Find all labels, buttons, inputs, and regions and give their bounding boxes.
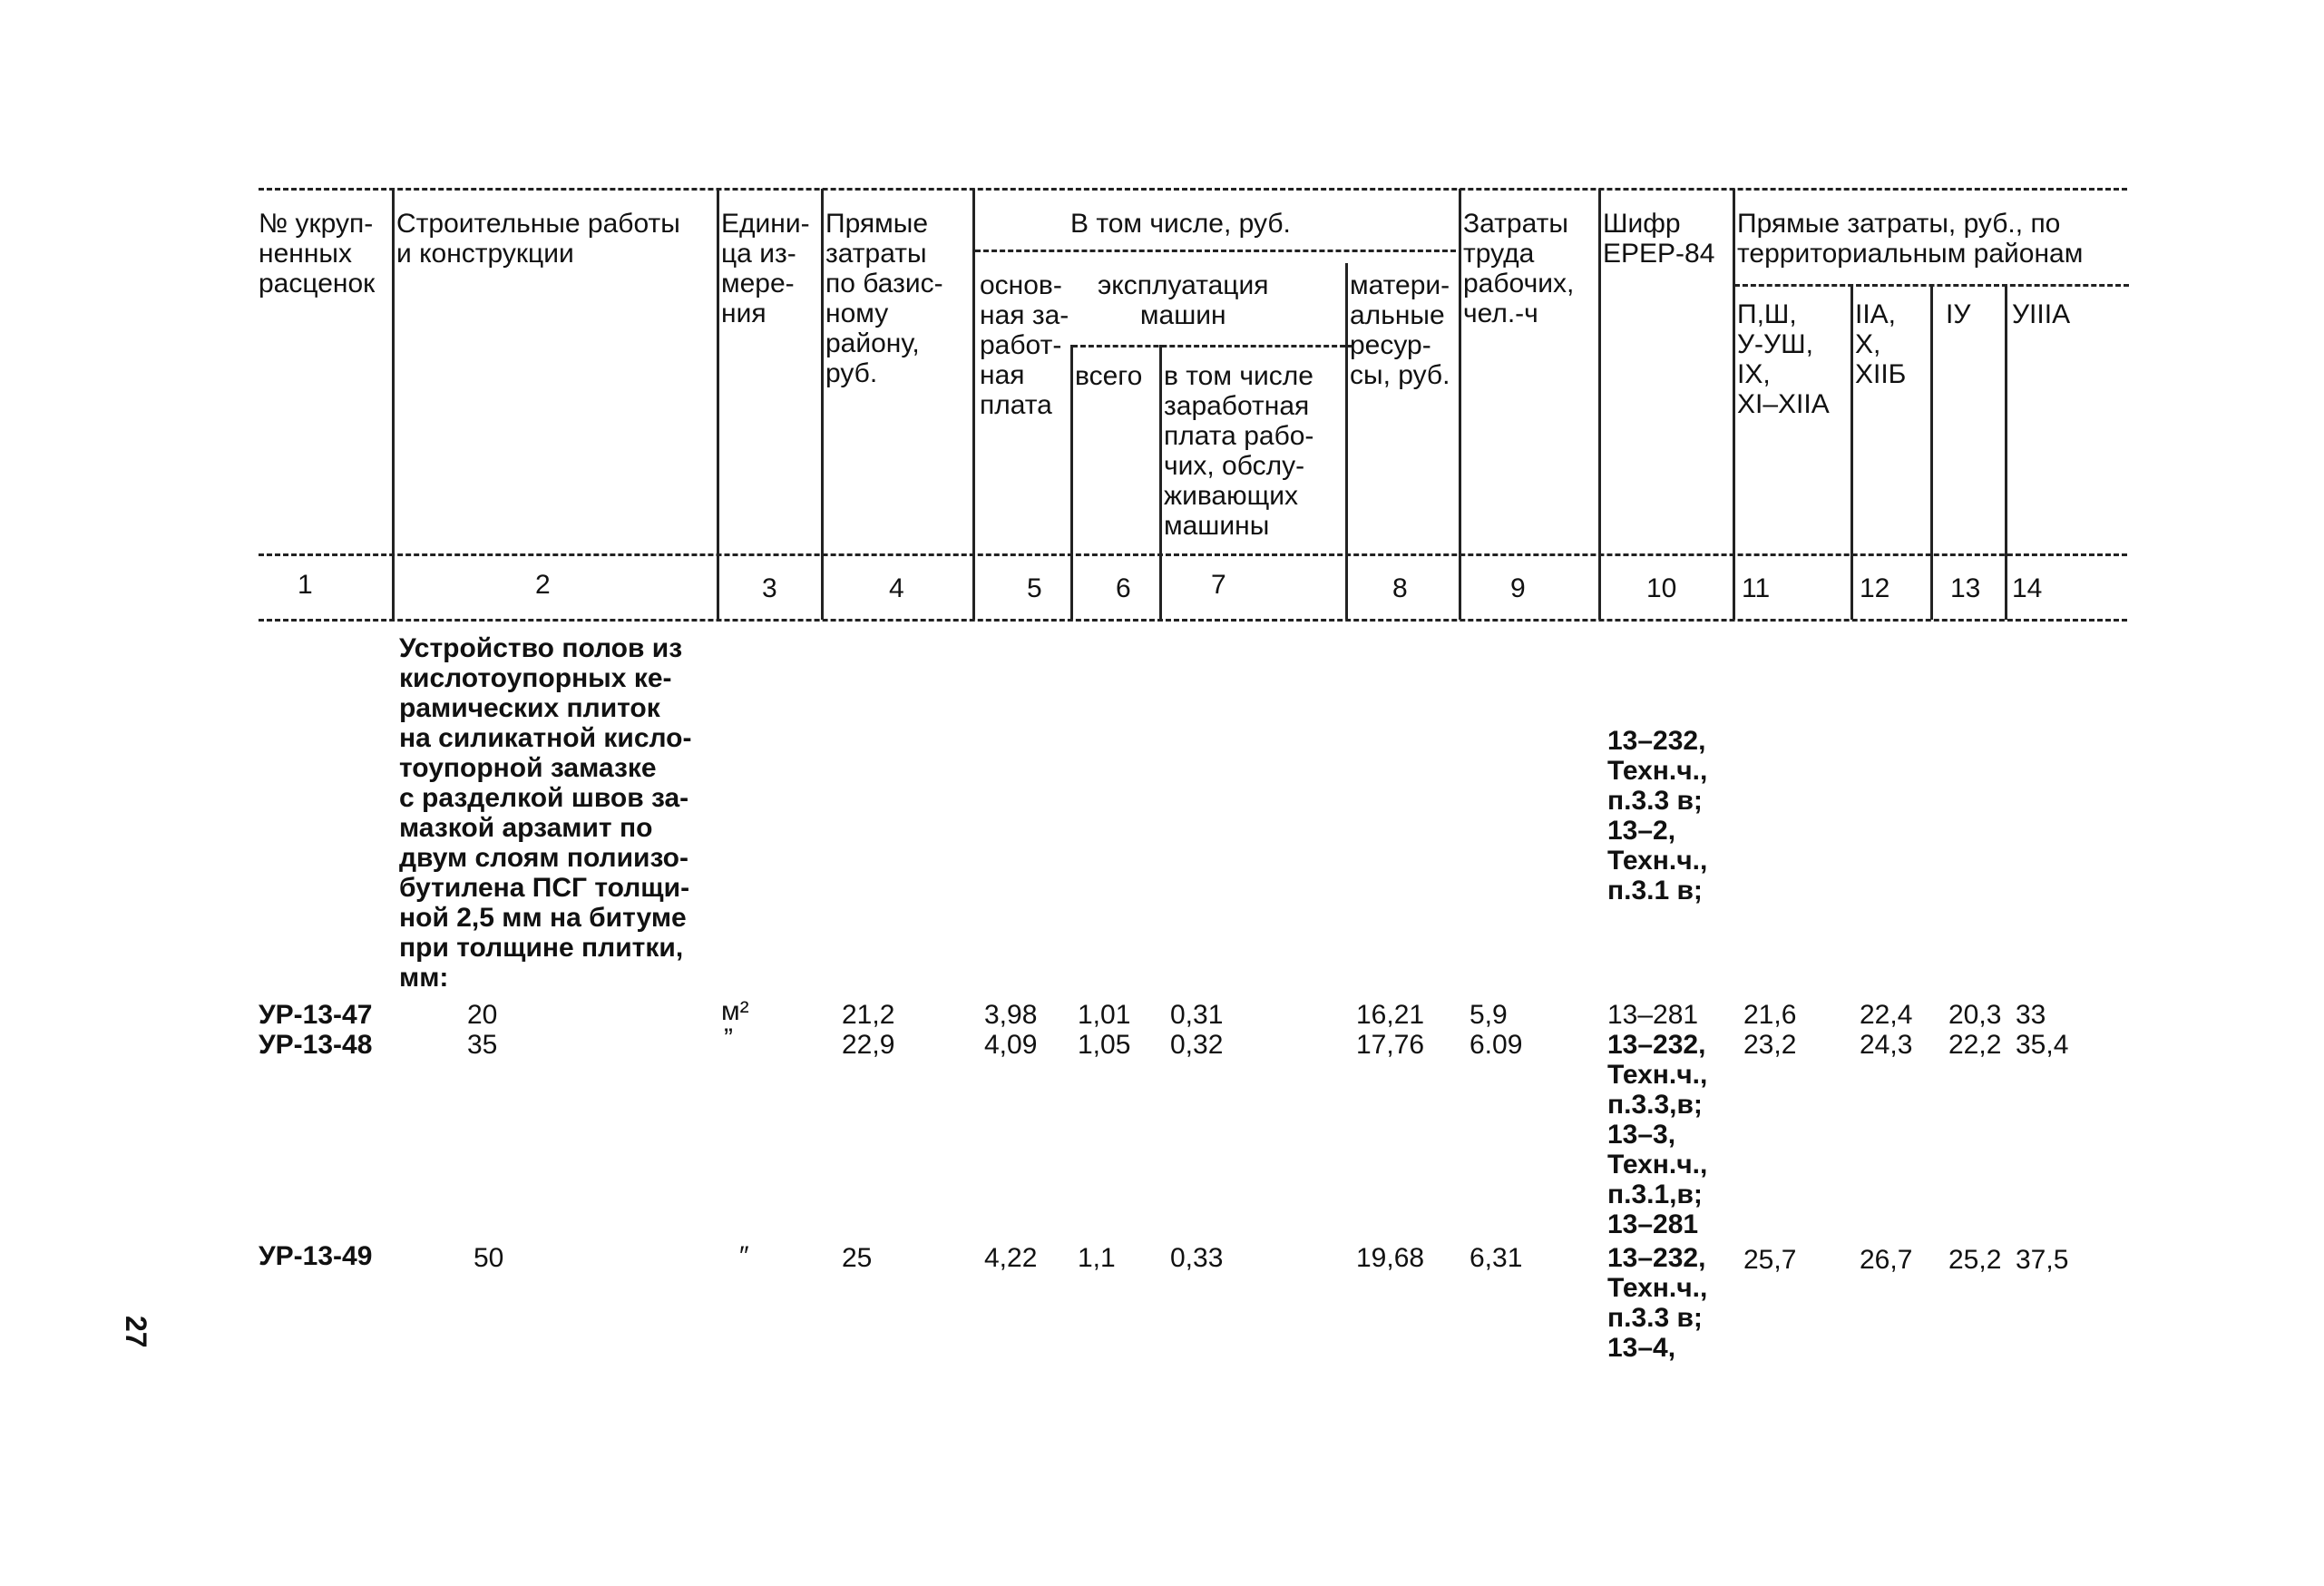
header-wages: основ- ная за- работ- ная плата [980, 270, 1069, 420]
col-number: 11 [1742, 573, 1771, 603]
col-sep [1159, 345, 1162, 620]
colnum-bottom-rule [259, 619, 2127, 622]
row-thickness: 50 [474, 1243, 504, 1273]
col-number: 3 [762, 573, 777, 603]
header-machine-operation: эксплуатация машин [1098, 270, 1269, 330]
row-code: УР-13-49 [259, 1241, 373, 1271]
col-sep [392, 189, 395, 620]
row-code: УР-13-47 [259, 1000, 373, 1030]
col-sep [1850, 286, 1853, 620]
row-value: 0,32 [1170, 1030, 1224, 1060]
header-works: Строительные работы и конструкции [396, 209, 680, 269]
col-number: 13 [1950, 573, 1981, 603]
col-number: 12 [1860, 573, 1890, 603]
row-unit: м² [721, 996, 749, 1026]
vtch-rule [975, 250, 1456, 252]
col-number: 10 [1646, 573, 1677, 603]
row-value: 24,3 [1860, 1030, 1913, 1060]
col-sep [1733, 189, 1735, 620]
col-sep [1930, 286, 1933, 620]
col-sep [1070, 345, 1073, 620]
col-sep [1598, 189, 1601, 620]
header-labor: Затраты труда рабочих, чел.-ч [1463, 209, 1575, 328]
col-sep [821, 189, 824, 620]
row-value: 4,22 [984, 1243, 1038, 1273]
row-value: 3,98 [984, 1000, 1038, 1030]
page-number: 27 [120, 1316, 152, 1348]
row-value: 1,05 [1078, 1030, 1131, 1060]
row-value: 4,09 [984, 1030, 1038, 1060]
col-sep [1459, 189, 1461, 620]
col-sep [717, 189, 719, 620]
col-number: 2 [535, 570, 551, 600]
row-value: 25,2 [1948, 1245, 2002, 1275]
row-value: 6.09 [1470, 1030, 1523, 1060]
col-number: 6 [1116, 573, 1131, 603]
header-cipher: Шифр ЕРЕР-84 [1603, 209, 1715, 269]
row-value: 1,01 [1078, 1000, 1131, 1030]
header-code: № укруп- ненных расценок [259, 209, 376, 299]
row-thickness: 20 [467, 1000, 498, 1030]
row-thickness: 35 [467, 1030, 498, 1060]
row-value: 33 [2016, 1000, 2046, 1030]
row-unit: ” [724, 1023, 733, 1053]
row-value: 0,31 [1170, 1000, 1224, 1030]
col-number: 9 [1510, 573, 1526, 603]
col-sep [1345, 263, 1348, 620]
row-value: 25 [842, 1243, 873, 1273]
row-value: 13–281 [1607, 1000, 1699, 1030]
row-value: 25,7 [1743, 1245, 1797, 1275]
row-value: 13–232, Техн.ч., п.3.3 в; 13–4, [1607, 1243, 1708, 1363]
section-cipher: 13–232, Техн.ч., п.3.3 в; 13–2, Техн.ч., п.3.1 в; [1607, 726, 1708, 906]
row-value: 6,31 [1470, 1243, 1523, 1273]
col-number: 14 [2012, 573, 2043, 603]
col-sep [972, 189, 975, 620]
header-territorial: Прямые затраты, руб., по территориальным районам [1737, 209, 2084, 269]
row-value: 35,4 [2016, 1030, 2069, 1060]
header-unit: Едини- ца из- мере- ния [721, 209, 810, 328]
row-unit: ″ [739, 1241, 749, 1271]
row-value: 17,76 [1356, 1030, 1425, 1060]
section-title: Устройство полов из кислотоупорных ке- рамических плиток на силикатной кисло- тоупорной замазке с разделкой швов за- мазкой арзамит по двум слоям полиизо- бутилена ПСГ толщи- ной 2,5 мм на битуме при толщине плитки, мм: [399, 633, 692, 993]
col-number: 8 [1392, 573, 1408, 603]
header-bottom-rule [259, 553, 2127, 556]
expl-rule [1072, 345, 1353, 348]
header-including: В том числе, руб. [1070, 209, 1291, 239]
row-value: 5,9 [1470, 1000, 1508, 1030]
col-number: 5 [1027, 573, 1042, 603]
row-code: УР-13-48 [259, 1030, 373, 1060]
row-value: 22,2 [1948, 1030, 2002, 1060]
header-region-3: IУ [1946, 299, 1971, 329]
row-value: 37,5 [2016, 1245, 2069, 1275]
col-number: 4 [889, 573, 904, 603]
row-value: 21,6 [1743, 1000, 1797, 1030]
header-region-2: IIA, X, XIIБ [1855, 299, 1907, 389]
row-value: 21,2 [842, 1000, 895, 1030]
col-number: 7 [1211, 570, 1226, 600]
header-materials: матери- альные ресур- сы, руб. [1350, 270, 1450, 390]
row-value: 1,1 [1078, 1243, 1116, 1273]
header-total: всего [1075, 361, 1143, 391]
row-value: 22,9 [842, 1030, 895, 1060]
row-value: 13–232, Техн.ч., п.3.3,в; 13–3, Техн.ч., п.3.1,в; 13–281 [1607, 1030, 1708, 1239]
header-direct-costs: Прямые затраты по базис- ному району, руб. [825, 209, 943, 388]
row-value: 23,2 [1743, 1030, 1797, 1060]
table-top-rule [259, 188, 2127, 191]
row-value: 20,3 [1948, 1000, 2002, 1030]
header-machine-wages: в том числе заработная плата рабо- чих, обслу- живающих машины [1164, 361, 1314, 541]
header-region-1: П,Ш, У-УШ, IX, XI–XIIA [1737, 299, 1830, 419]
row-value: 22,4 [1860, 1000, 1913, 1030]
col-number: 1 [298, 570, 313, 600]
header-region-4: УIIIA [2012, 299, 2071, 329]
row-value: 26,7 [1860, 1245, 1913, 1275]
row-value: 0,33 [1170, 1243, 1224, 1273]
row-value: 19,68 [1356, 1243, 1425, 1273]
col-sep [2005, 286, 2007, 620]
row-value: 16,21 [1356, 1000, 1425, 1030]
